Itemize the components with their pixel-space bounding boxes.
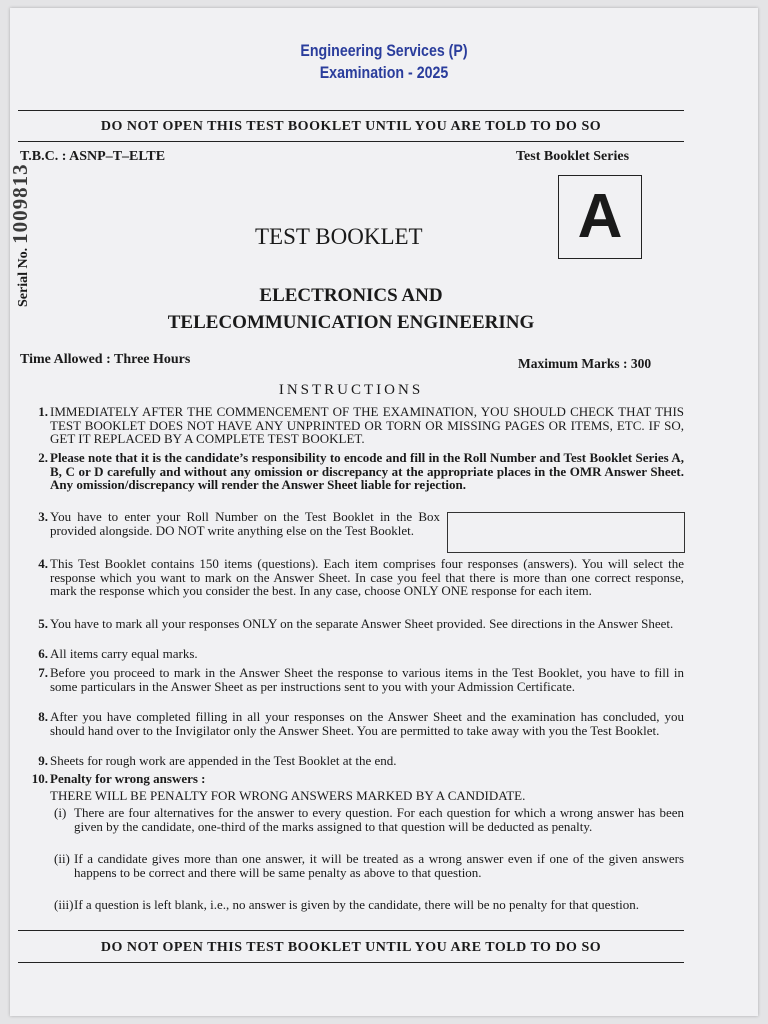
time-allowed: Time Allowed : Three Hours [20, 352, 191, 367]
penalty-rule-i [54, 806, 684, 833]
instruction-5 [20, 617, 684, 631]
series-label: Test Booklet Series [516, 149, 630, 164]
series-letter: A [577, 182, 623, 251]
instruction-text: You have to mark all your responses ONLY on the separate Answer Sheet provided. See directions in the Answer Sheet. [50, 616, 674, 631]
instruction-text: This Test Booklet contains 150 items (questions). Each item comprises four responses (answers). You will select the response which you want to mark on the Answer Sheet. In case you feel that there is more than one correct response, mark the response which you consider the best. In any case, choose ONLY ONE response for each item. [50, 556, 684, 598]
instruction-2 [20, 451, 684, 492]
subitem-number: (i) [54, 805, 67, 820]
subitem-text: If a candidate gives more than one answer, it will be treated as a wrong answer even if one of the given answers happens to be correct and there will be same penalty as above to that question. [74, 851, 684, 880]
instruction-number: 3. [38, 509, 48, 524]
instruction-text: You have to enter your Roll Number on the Test Booklet in the Box provided alongside. DO NOT write anything else on the Test Booklet. [50, 509, 440, 538]
top-rule-2 [18, 141, 684, 142]
instruction-text: Please note that it is the candidate’s responsibility to encode and fill in the Roll Number and Test Booklet Series A, B, C or D carefully and without any omission or discrepancy at the appropriate places in the OMR Answer Sheet. Any omission/discrepancy will render the Answer Sheet liable for rejection. [50, 450, 684, 492]
penalty-statement: THERE WILL BE PENALTY FOR WRONG ANSWERS MARKED BY A CANDIDATE. [50, 788, 526, 803]
booklet-title: TEST BOOKLET [255, 224, 423, 249]
instruction-7 [20, 666, 684, 693]
penalty-rule-ii [54, 852, 684, 879]
instruction-number: 4. [38, 556, 48, 571]
instruction-text: After you have completed filling in all your responses on the Answer Sheet and the examination has concluded, you should hand over to the Invigilator only the Answer Sheet. You are permitted to take away with you the Test Booklet. [50, 709, 684, 738]
instruction-6 [20, 647, 684, 661]
maximum-marks: Maximum Marks : 300 [518, 356, 652, 371]
tbc-code: T.B.C. : ASNP–T–ELTE [20, 149, 166, 164]
instruction-number: 6. [38, 646, 48, 661]
instruction-9 [20, 754, 684, 768]
penalty-rule-iii [54, 898, 684, 912]
instruction-8 [20, 710, 684, 737]
subitem-text: If a question is left blank, i.e., no answer is given by the candidate, there will be no penalty for that question. [74, 897, 639, 912]
instruction-number: 1. [38, 404, 48, 419]
bottom-rule-2 [18, 962, 684, 963]
instruction-4 [20, 557, 684, 598]
exam-stamp-line1: Engineering Services (P) [300, 42, 468, 60]
instruction-number: 10. [31, 771, 48, 786]
bottom-warning-banner: DO NOT OPEN THIS TEST BOOKLET UNTIL YOU ARE TOLD TO DO SO [100, 940, 602, 955]
subitem-number: (iii) [54, 897, 74, 912]
subject-line-1: ELECTRONICS AND [259, 285, 443, 306]
instruction-text: Penalty for wrong answers : [50, 771, 206, 786]
bottom-rule-1 [18, 930, 684, 931]
instruction-number: 8. [38, 709, 48, 724]
instruction-text: IMMEDIATELY AFTER THE COMMENCEMENT OF THE EXAMINATION, YOU SHOULD CHECK THAT THIS TEST BOOKLET DOES NOT HAVE ANY UNPRINTED OR TORN OR MISSING PAGES OR ITEMS, ETC. IF SO, GET IT REPLACED BY A COMPLETE TEST BOOKLET. [50, 404, 684, 446]
instruction-10 [20, 772, 684, 786]
instruction-text: All items carry equal marks. [50, 646, 198, 661]
instruction-3 [20, 510, 440, 537]
subitem-text: There are four alternatives for the answer to every question. For each question for which a wrong answer has been given by the candidate, one-third of the marks assigned to that question will be deducted as penalty. [74, 805, 684, 834]
instruction-1 [20, 405, 684, 446]
instructions-heading: INSTRUCTIONS [278, 382, 424, 398]
top-warning-banner: DO NOT OPEN THIS TEST BOOKLET UNTIL YOU ARE TOLD TO DO SO [100, 119, 602, 134]
top-rule-1 [18, 110, 684, 111]
serial-label: Serial No. [16, 247, 31, 307]
roll-number-box[interactable] [447, 512, 685, 553]
instruction-text: Sheets for rough work are appended in the Test Booklet at the end. [50, 753, 397, 768]
instruction-text: Before you proceed to mark in the Answer Sheet the response to various items in the Test Booklet, you have to fill in some particulars in the Answer Sheet as per instructions sent to you with your Admission Certificate. [50, 665, 684, 694]
instruction-number: 7. [38, 665, 48, 680]
subitem-number: (ii) [54, 851, 70, 866]
exam-stamp-line2: Examination - 2025 [319, 64, 449, 82]
instruction-number: 5. [38, 616, 48, 631]
instruction-number: 2. [38, 450, 48, 465]
serial-number: 1009813 [8, 163, 32, 244]
subject-line-2: TELECOMMUNICATION ENGINEERING [167, 312, 535, 333]
series-letter-box [558, 175, 642, 259]
instruction-number: 9. [38, 753, 48, 768]
